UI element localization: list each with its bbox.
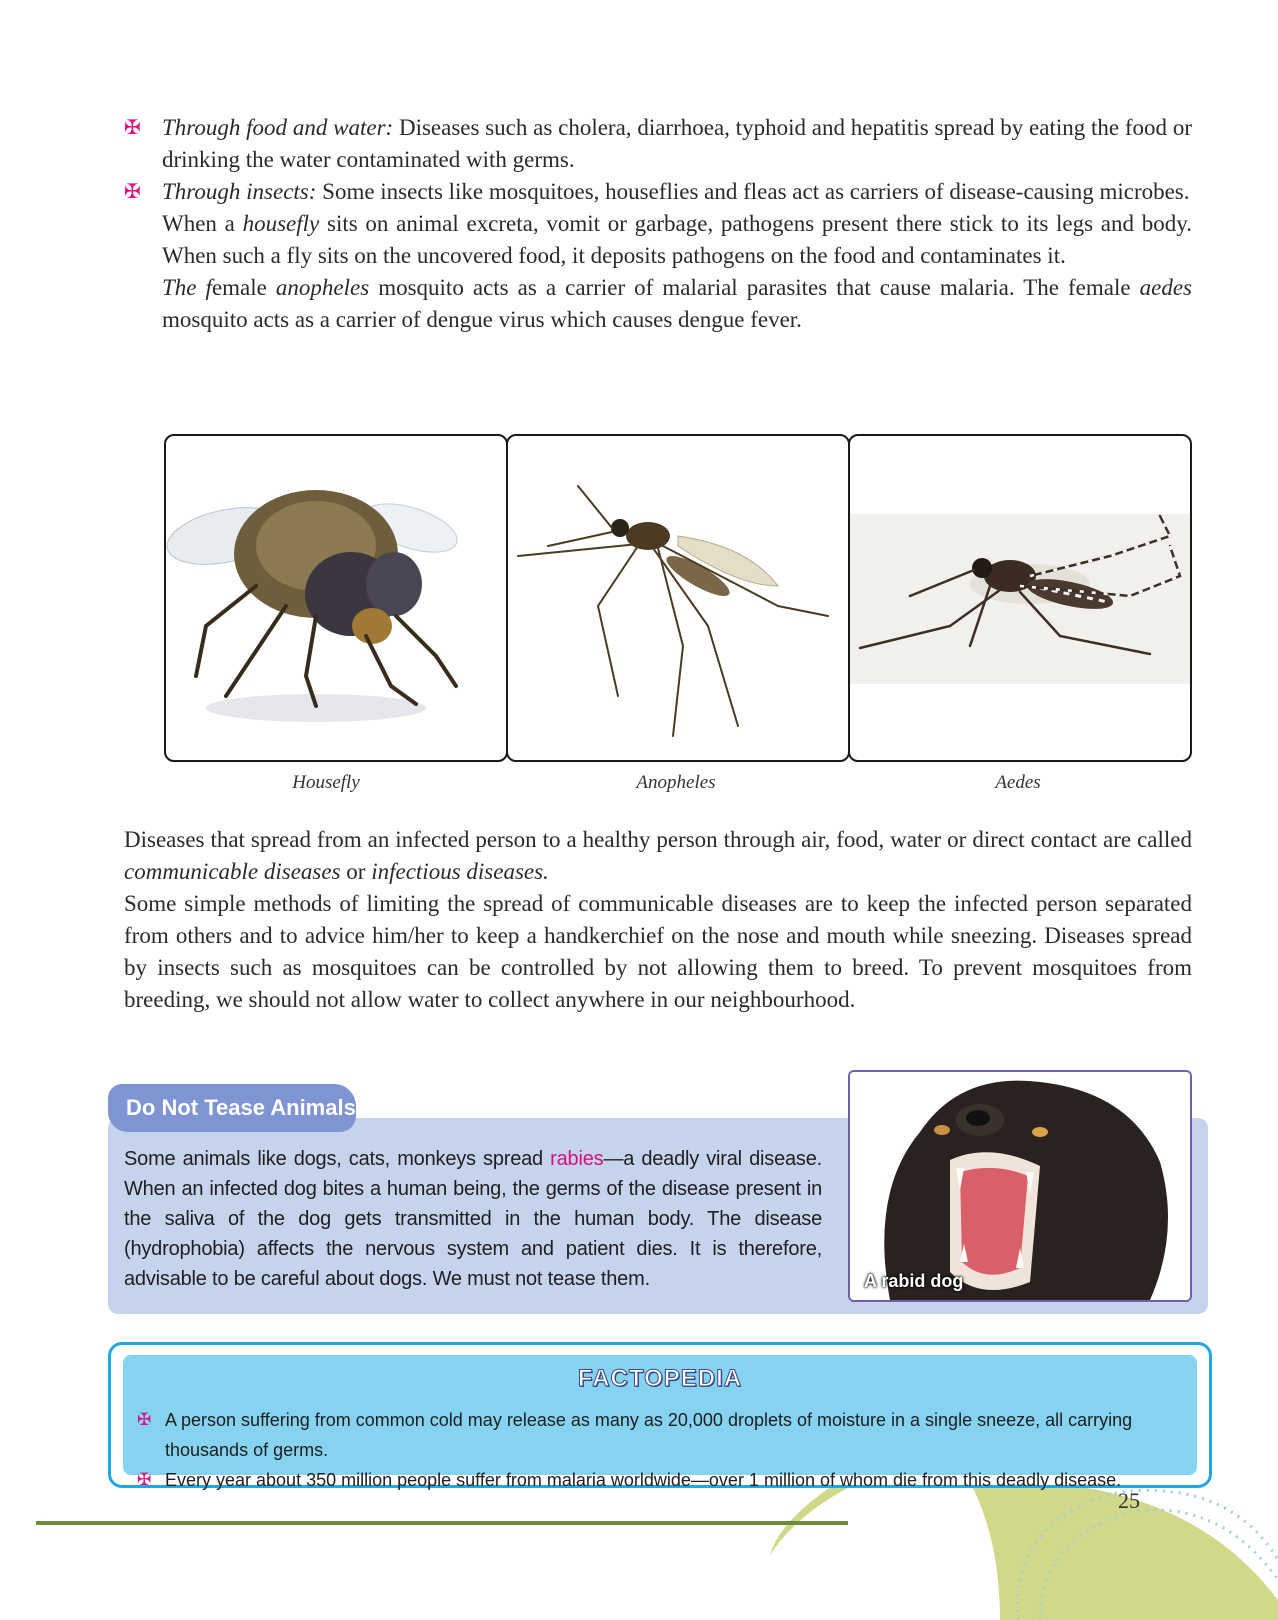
- term: anopheles: [275, 275, 370, 300]
- text: When a: [162, 211, 243, 236]
- housefly-paragraph: [120, 208, 1192, 272]
- factopedia-item: [133, 1405, 1187, 1465]
- anopheles-caption: Anopheles: [636, 772, 716, 793]
- fact-text: A person suffering from common cold may release as many as 20,000 droplets of moisture in a single sneeze, all carrying thousands of germs.: [165, 1410, 1133, 1460]
- housefly-image: [164, 434, 508, 762]
- factopedia-title: FACTOPEDIA: [577, 1365, 743, 1392]
- text: or: [340, 859, 372, 884]
- bullet-lead: Through food and water:: [162, 115, 394, 140]
- text: mosquito acts as a carrier of malarial parasites that cause malaria. The female: [369, 275, 1140, 300]
- factopedia-list: [133, 1405, 1187, 1495]
- anopheles-image: [506, 434, 850, 762]
- communicable-section: [124, 824, 1192, 1016]
- text: sits on animal excreta, vomit or garbage, pathogens present there stick to its legs and body. When such a fly sits on the uncovered food, it deposits pathogens on the food and contaminates it.: [162, 211, 1192, 268]
- text: The f: [162, 275, 212, 300]
- cross-bullet-icon: ✠: [124, 117, 141, 139]
- mosquito-paragraph: [120, 272, 1192, 336]
- factopedia-box: [108, 1342, 1212, 1488]
- cross-bullet-icon: ✠: [124, 181, 141, 203]
- bullet-section: [120, 112, 1192, 336]
- tease-animals-text: [124, 1144, 822, 1294]
- text: mosquito acts as a carrier of dengue virus which causes dengue fever.: [162, 307, 802, 332]
- rabies-highlight: rabies: [550, 1148, 604, 1170]
- term: housefly: [242, 211, 320, 236]
- communicable-paragraph: [124, 824, 1192, 888]
- rabid-dog-caption: A rabid dog: [864, 1271, 964, 1291]
- tease-animals-title: Do Not Tease Animals: [108, 1084, 356, 1132]
- rabid-dog-image: [848, 1070, 1192, 1302]
- bullet-text: Some insects like mosquitoes, houseflies and fleas act as carriers of disease-causing microbes.: [316, 179, 1190, 204]
- cross-bullet-icon: ✠: [137, 1470, 152, 1489]
- text: Diseases that spread from an infected person to a healthy person through air, food, water or direct contact are called: [124, 827, 1192, 852]
- bottom-rule: [36, 1521, 848, 1525]
- aedes-caption: Aedes: [995, 772, 1041, 793]
- term: aedes: [1139, 275, 1193, 300]
- bullet-text: Diseases such as cholera, diarrhoea, typhoid and hepatitis spread by eating the food or drinking the water contaminated with germs.: [162, 115, 1193, 172]
- page-number: 25: [1118, 1488, 1140, 1513]
- term: infectious diseases.: [371, 859, 549, 884]
- text: —a deadly viral disease. When an infected dog bites a human being, the germs of the disease present in the saliva of the dog gets transmitted in the human body. The disease (hydrophobia) affects the nervous system and patient dies. It is therefore, advisable to be careful about dogs. We must not tease them.: [124, 1148, 822, 1290]
- factopedia-item: [133, 1465, 1187, 1495]
- factopedia-inner: [123, 1355, 1197, 1490]
- fact-text: Every year about 350 million people suffer from malaria worldwide—over 1 million of whom die from this deadly disease.: [165, 1470, 1122, 1490]
- term: communicable diseases: [124, 859, 341, 884]
- bullet-item: [120, 112, 1192, 176]
- text: emale: [211, 275, 276, 300]
- bullet-lead: Through insects:: [162, 179, 317, 204]
- prevention-paragraph: Some simple methods of limiting the spread of communicable diseases are to keep the infected person separated from others and to advice him/her to keep a handkerchief on the nose and mouth while sneezing. Diseases spread by insects such as mosquitoes can be controlled by not allowing them to breed. To prevent mosquitoes from breeding, we should not allow water to collect anywhere in our neighbourhood.: [124, 891, 1192, 1012]
- housefly-caption: Housefly: [292, 772, 360, 793]
- text: Some animals like dogs, cats, monkeys spread: [124, 1148, 551, 1170]
- aedes-image: [848, 434, 1192, 762]
- cross-bullet-icon: ✠: [137, 1410, 152, 1429]
- bullet-item: [120, 176, 1192, 208]
